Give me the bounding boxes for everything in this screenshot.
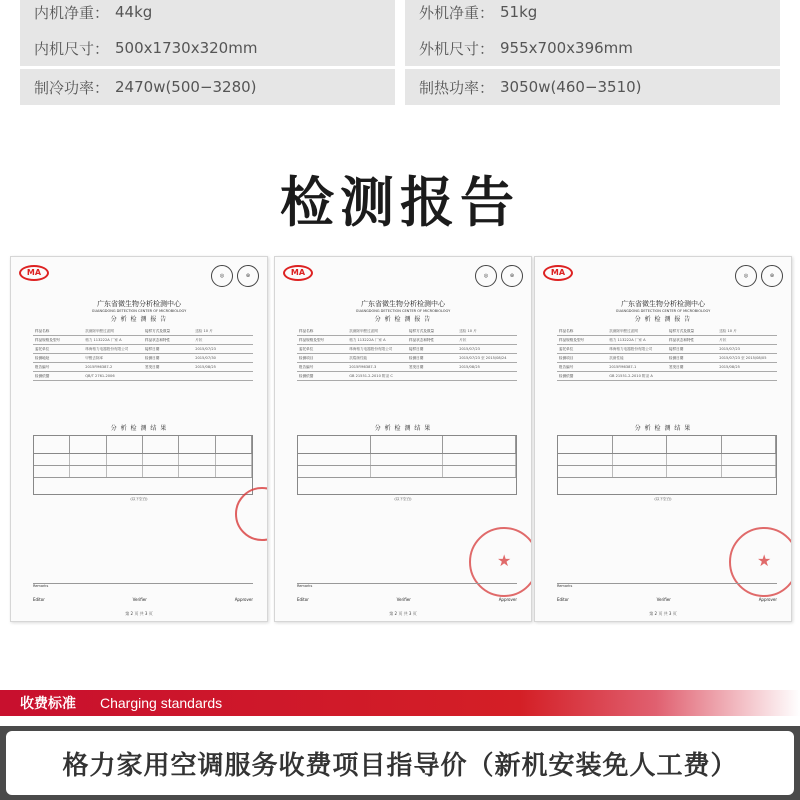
report-org: 广东省微生物分析检测中心: [621, 300, 705, 308]
info-row: 检测依据 GB 21551.2-2010 附录 A: [557, 372, 777, 381]
results-table: [557, 435, 777, 495]
info-row: 样品规格及型号 格力 113222A 厂家 A 样品状态和特性 片状: [557, 336, 777, 345]
report-org-en: GUANGDONG DETECTION CENTER OF MICROBIOLOGY: [91, 309, 187, 313]
spec-value: 500x1730x320mm: [115, 39, 258, 57]
spec-label: 外机净重：: [419, 3, 495, 22]
info-row: 检测依据 GB 21551.2-2010 附录 C: [297, 372, 517, 381]
spec-label: 内机尺寸：: [34, 39, 110, 58]
report-info-table: [297, 327, 517, 381]
signature-row: [33, 597, 253, 602]
remarks: Remarks: [557, 583, 777, 591]
blank-note: (以下空白): [394, 497, 412, 501]
info-row: 委托单位 珠海格力电器股份有限公司 接样日期 2015/07/23: [297, 345, 517, 354]
section-title: 检测报告: [280, 171, 520, 234]
report-org: 广东省微生物分析检测中心: [361, 300, 445, 308]
info-row: 报告编号 2015FM6387-2 签发日期 2015/08/25: [33, 363, 253, 372]
page-number: 第 2 页 共 3 页: [649, 611, 677, 616]
results-title: 分 析 检 测 结 果: [374, 425, 432, 432]
spec-row-weight: [20, 0, 780, 30]
charging-title-cn: 收费标准: [20, 696, 76, 712]
report-sheet: [274, 256, 532, 622]
spec-row-size: [20, 30, 780, 66]
info-row: 委托单位 珠海格力电器股份有限公司 接样日期 2015/07/23: [33, 345, 253, 354]
spec-indoor-size: [20, 30, 395, 66]
editor-label: Editor: [297, 597, 309, 602]
spec-label: 制冷功率：: [34, 78, 110, 97]
info-row: 检测地址 甲醛去除率 检测日期 2015/07/30: [33, 354, 253, 363]
results-title: 分 析 检 测 结 果: [110, 425, 168, 432]
remarks: Remarks: [33, 583, 253, 591]
report-sheet: [534, 256, 792, 622]
blank-note: (以下空白): [130, 497, 148, 501]
info-row: 检测项目 抗菌性能 检测日期 2015/07/23 至 2015/08/05: [557, 354, 777, 363]
cnas-seal-icon: ⊛: [237, 265, 259, 287]
report-info-table: [33, 327, 253, 381]
cnas-seal-icon: ⊛: [761, 265, 783, 287]
signature-row: [557, 597, 777, 602]
report-org-en: GUANGDONG DETECTION CENTER OF MICROBIOLOGY: [615, 309, 711, 313]
verifier-label: Verifier: [396, 597, 411, 602]
report-sheet: [10, 256, 268, 622]
editor-label: Editor: [557, 597, 569, 602]
spec-cooling-power: [20, 69, 395, 105]
fee-title-box: [0, 726, 800, 800]
report-title: 分 析 检 测 报 告: [634, 316, 692, 323]
ma-logo: MA: [543, 265, 573, 281]
spec-outdoor-size: [405, 30, 780, 66]
approver-label: Approver: [498, 597, 517, 602]
ma-logo: MA: [19, 265, 49, 281]
spec-indoor-weight: [20, 0, 395, 30]
spec-value: 2470w(500−3280): [115, 78, 257, 96]
verifier-label: Verifier: [656, 597, 671, 602]
certification-seal-icon: ◎: [475, 265, 497, 287]
spec-label: 内机净重：: [34, 3, 110, 22]
signature-row: [297, 597, 517, 602]
spec-heating-power: [405, 69, 780, 105]
spec-row-power: [20, 69, 780, 105]
editor-label: Editor: [33, 597, 45, 602]
approver-label: Approver: [234, 597, 253, 602]
spec-value: 44kg: [115, 3, 153, 21]
info-row: 报告编号 2015FM6387-1 签发日期 2015/08/25: [557, 363, 777, 372]
report-org-en: GUANGDONG DETECTION CENTER OF MICROBIOLOGY: [355, 309, 451, 313]
info-row: 检测项目 抗霉菌性能 检测日期 2015/07/23 至 2015/08/24: [297, 354, 517, 363]
verifier-label: Verifier: [132, 597, 147, 602]
page-number: 第 2 页 共 3 页: [125, 611, 153, 616]
red-stamp-seal: [235, 487, 268, 541]
blank-note: (以下空白): [654, 497, 672, 501]
info-row: 样品名称 抗菌除甲醛过滤网 接样方式及数量 送检 10 片: [297, 327, 517, 336]
spec-outdoor-weight: [405, 0, 780, 30]
info-row: 样品名称 抗菌除甲醛过滤网 接样方式及数量 送检 10 片: [33, 327, 253, 336]
spec-value: 51kg: [500, 3, 538, 21]
spec-label: 制热功率：: [419, 78, 495, 97]
report-title: 分 析 检 测 报 告: [374, 316, 432, 323]
spec-value: 955x700x396mm: [500, 39, 633, 57]
spec-value: 3050w(460−3510): [500, 78, 642, 96]
info-row: 样品规格及型号 格力 113222A 厂家 A 样品状态和特性 片状: [297, 336, 517, 345]
info-row: 委托单位 珠海格力电器股份有限公司 接样日期 2015/07/23: [557, 345, 777, 354]
certification-seal-icon: ◎: [211, 265, 233, 287]
cnas-seal-icon: ⊛: [501, 265, 523, 287]
spec-label: 外机尺寸：: [419, 39, 495, 58]
info-row: 样品规格及型号 格力 113222A 厂家 A 样品状态和特性 片状: [33, 336, 253, 345]
approver-label: Approver: [758, 597, 777, 602]
page-number: 第 2 页 共 3 页: [389, 611, 417, 616]
info-row: 报告编号 2015FM6387-3 签发日期 2015/08/25: [297, 363, 517, 372]
report-info-table: [557, 327, 777, 381]
remarks: Remarks: [297, 583, 517, 591]
ma-logo: MA: [283, 265, 313, 281]
fee-title: 格力家用空调服务收费项目指导价（新机安装免人工费）: [6, 731, 794, 795]
results-title: 分 析 检 测 结 果: [634, 425, 692, 432]
results-table: [33, 435, 253, 495]
report-org: 广东省微生物分析检测中心: [97, 300, 181, 308]
results-table: [297, 435, 517, 495]
info-row: 检测依据 QB/T 2761-2006: [33, 372, 253, 381]
certification-seal-icon: ◎: [735, 265, 757, 287]
info-row: 样品名称 抗菌除甲醛过滤网 接样方式及数量 送检 10 片: [557, 327, 777, 336]
charging-title-en: Charging standards: [100, 695, 223, 711]
charging-standards-banner: [0, 690, 800, 716]
report-title: 分 析 检 测 报 告: [110, 316, 168, 323]
